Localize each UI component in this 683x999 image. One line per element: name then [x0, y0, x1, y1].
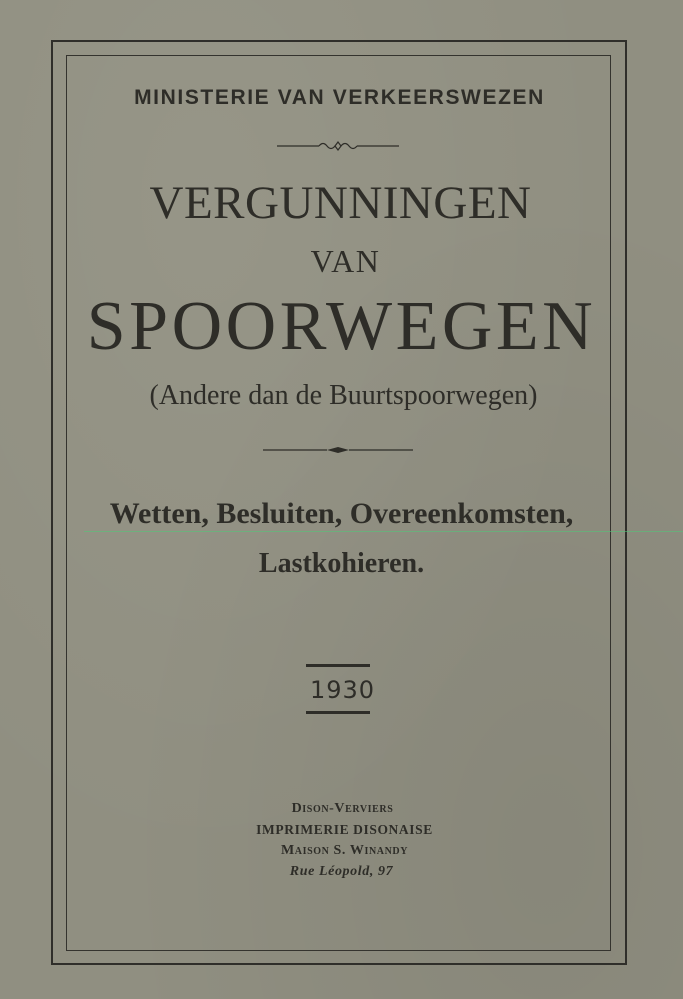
year-rule-top	[306, 664, 370, 667]
scan-artifact-line	[84, 531, 683, 532]
contents-line-1: Wetten, Besluiten, Overeenkomsten,	[109, 497, 574, 530]
title-line-1: VERGUNNINGEN	[149, 177, 532, 229]
printer-city: Dison-Verviers	[291, 801, 394, 816]
ministry-heading: MINISTERIE VAN VERKEERSWEZEN	[134, 86, 545, 109]
contents-line-2: Lastkohieren.	[258, 548, 425, 579]
publication-year: 1930	[309, 676, 376, 704]
subtitle: (Andere dan de Buurtspoorwegen)	[149, 380, 538, 411]
year-rule-bottom	[306, 711, 370, 714]
title-connector: VAN	[310, 243, 381, 279]
printer-address: Rue Léopold, 97	[289, 864, 394, 879]
ornament-icon	[275, 138, 401, 154]
printer-house: Maison S. Winandy	[280, 843, 409, 858]
title-line-2: SPOORWEGEN	[86, 288, 597, 365]
divider-ornament-icon	[263, 444, 413, 456]
printer-name: IMPRIMERIE DISONAISE	[256, 822, 433, 837]
